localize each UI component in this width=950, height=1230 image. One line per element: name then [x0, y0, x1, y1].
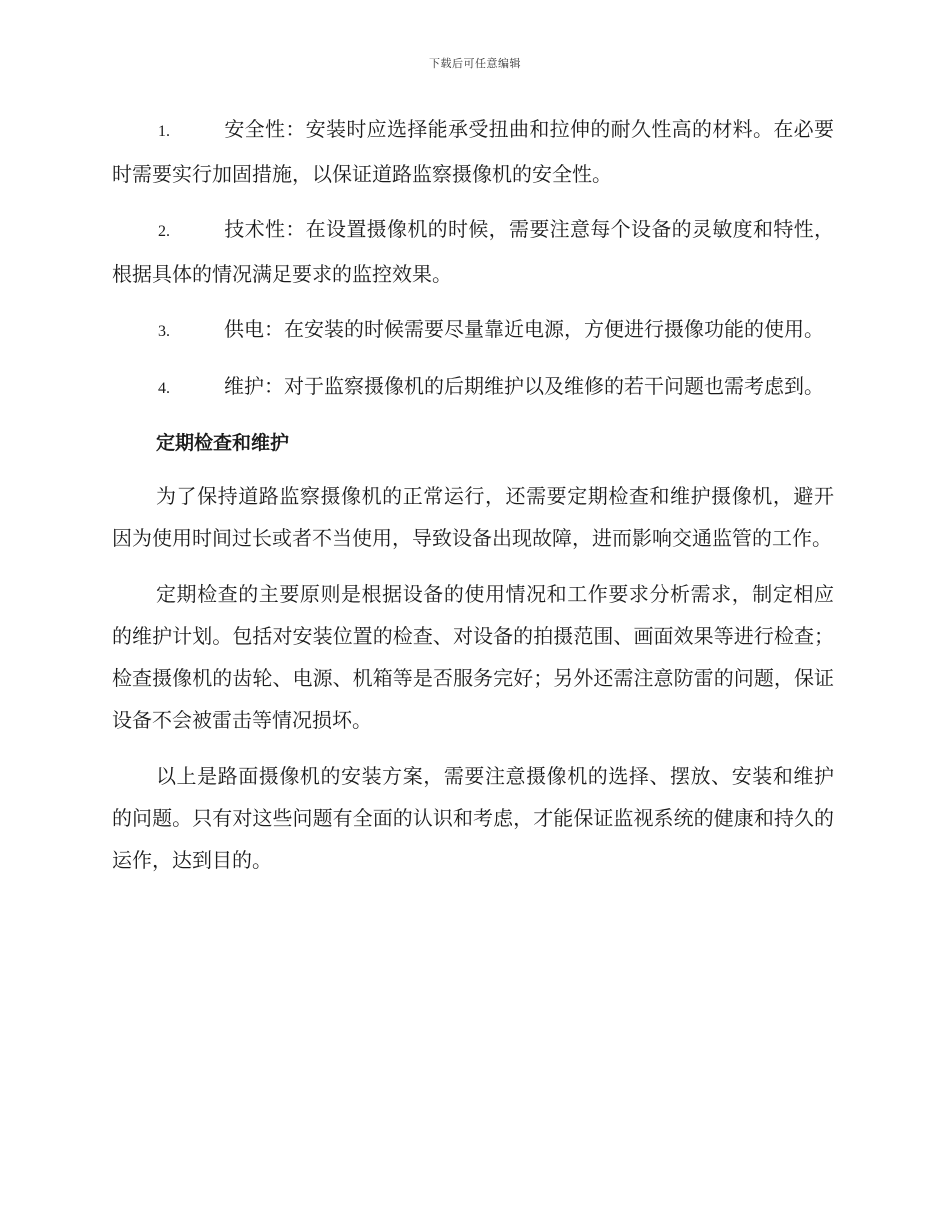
document-body: [112, 108, 834, 895]
list-item-text: 供电：在安装的时候需要尽量靠近电源，方便进行摄像功能的使用。: [224, 317, 824, 341]
list-item: [112, 308, 834, 353]
body-paragraph: 以上是路面摄像机的安装方案，需要注意摄像机的选择、摆放、安装和维护的问题。只有对这些问题有全面的认识和考虑，才能保证监视系统的健康和持久的运作，达到目的。: [112, 764, 834, 872]
list-item: [112, 208, 834, 296]
body-paragraph: 为了保持道路监察摄像机的正常运行，还需要定期检查和维护摄像机，避开因为使用时间过长或者不当使用，导致设备出现故障，进而影响交通监管的工作。: [112, 484, 834, 550]
list-item-text: 安全性：安装时应选择能承受扭曲和拉伸的耐久性高的材料。在必要时需要实行加固措施，以保证道路监察摄像机的安全性。: [112, 117, 834, 186]
list-item-text: 技术性：在设置摄像机的时候，需要注意每个设备的灵敏度和特性，根据具体的情况满足要求的监控效果。: [112, 217, 834, 286]
list-item-number: 2.: [158, 223, 170, 240]
list-item: [112, 108, 834, 196]
header-note: 下载后可任意编辑: [429, 57, 521, 70]
list-item-number: 1.: [158, 123, 170, 140]
list-item: [112, 365, 834, 410]
list-item-text: 维护：对于监察摄像机的后期维护以及维修的若干问题也需考虑到。: [224, 374, 824, 398]
list-item-number: 4.: [158, 380, 170, 397]
body-paragraph: 定期检查的主要原则是根据设备的使用情况和工作要求分析需求，制定相应的维护计划。包括对安装位置的检查、对设备的拍摄范围、画面效果等进行检查；检查摄像机的齿轮、电源、机箱等是否服务完好；另外还需注意防雷的问题，保证设备不会被雷击等情况损坏。: [112, 582, 834, 732]
section-heading: 定期检查和维护: [156, 432, 290, 454]
list-item-number: 3.: [158, 323, 170, 340]
